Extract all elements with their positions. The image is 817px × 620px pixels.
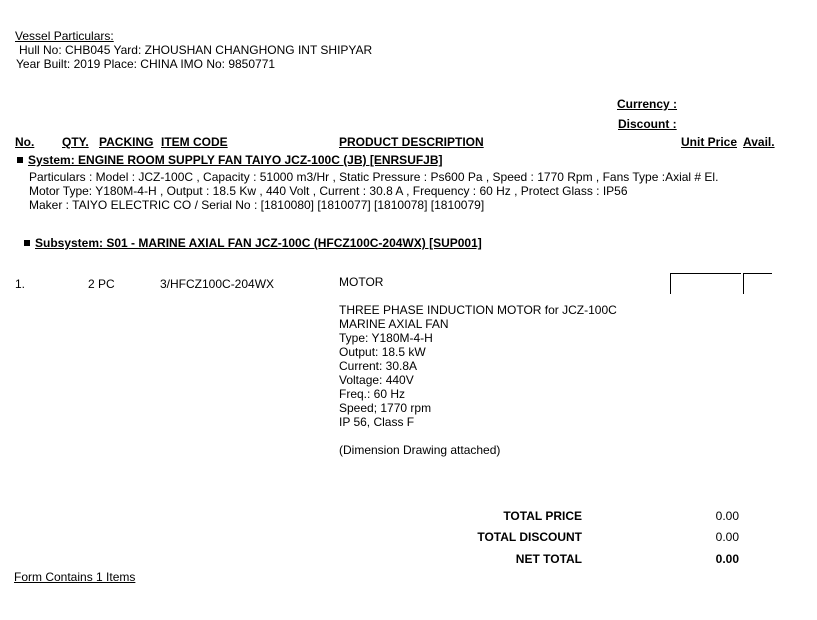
system-title: System: ENGINE ROOM SUPPLY FAN TAIYO JCZ-100C (JB) [ENRSUFJB]: [28, 153, 443, 167]
item-description-line: IP 56, Class F: [339, 415, 415, 429]
item-description-line: Current: 30.8A: [339, 359, 418, 373]
total-discount-value: 0.00: [715, 530, 739, 544]
item-description-line: Speed; 1770 rpm: [339, 401, 432, 415]
column-header-avail: Avail.: [743, 135, 775, 149]
unit-price-input-box[interactable]: [670, 273, 741, 294]
item-name: MOTOR: [339, 275, 384, 289]
system-title-row: [17, 153, 443, 167]
subsystem-title: Subsystem: S01 - MARINE AXIAL FAN JCZ-100C (HFCZ100C-204WX) [SUP001]: [35, 236, 482, 250]
item-description-line: Voltage: 440V: [339, 373, 414, 387]
subsystem-title-row: [24, 236, 482, 250]
item-description-line: Freq.: 60 Hz: [339, 387, 406, 401]
column-header-product-description: PRODUCT DESCRIPTION: [339, 135, 484, 149]
item-description-line: Type: Y180M-4-H: [339, 331, 433, 345]
system-particulars-line-1: Particulars : Model : JCZ-100C , Capacity : 51000 m3/Hr , Static Pressure : Ps600 Pa , Speed : 1770 Rpm , Fans Type :Axial # El.: [29, 170, 719, 184]
item-qty: 2 PC: [88, 277, 115, 291]
item-description-line: [339, 429, 617, 443]
bullet-icon: [17, 157, 23, 163]
currency-label: Currency :: [617, 97, 678, 111]
column-header-no: No.: [15, 135, 35, 149]
system-maker-line: Maker : TAIYO ELECTRIC CO / Serial No : [1810080] [1810077] [1810078] [1810079]: [29, 198, 485, 212]
vessel-hull-yard-line: Hull No: CHB045 Yard: ZHOUSHAN CHANGHONG INT SHIPYAR: [19, 43, 373, 57]
column-header-packing: PACKING: [99, 135, 154, 149]
column-header-item-code: ITEM CODE: [161, 135, 228, 149]
column-header-qty: QTY.: [62, 135, 89, 149]
system-particulars-line-2: Motor Type: Y180M-4-H , Output : 18.5 Kw , 440 Volt , Current : 30.8 A , Frequency : 60 Hz , Protect Glass : IP56: [29, 184, 628, 198]
bullet-icon: [24, 240, 30, 246]
vessel-year-place-line: Year Built: 2019 Place: CHINA IMO No: 9850771: [16, 57, 276, 71]
avail-input-box[interactable]: [743, 273, 772, 294]
net-total-label: NET TOTAL: [515, 552, 582, 566]
item-no: 1.: [15, 277, 26, 291]
vessel-particulars-heading: Vessel Particulars:: [15, 29, 114, 43]
total-price-value: 0.00: [715, 509, 739, 523]
item-description-line: MARINE AXIAL FAN: [339, 317, 449, 331]
discount-label: Discount :: [618, 117, 677, 131]
total-discount-label: TOTAL DISCOUNT: [477, 530, 582, 544]
item-description-line: THREE PHASE INDUCTION MOTOR for JCZ-100C: [339, 303, 617, 317]
total-price-label: TOTAL PRICE: [503, 509, 582, 523]
form-item-count: Form Contains 1 Items: [14, 570, 136, 584]
item-description-line: Output: 18.5 kW: [339, 345, 426, 359]
item-description-line: (Dimension Drawing attached): [339, 443, 501, 457]
item-code: 3/HFCZ100C-204WX: [160, 277, 275, 291]
net-total-value: 0.00: [715, 552, 739, 566]
column-header-unit-price: Unit Price: [681, 135, 738, 149]
item-description: [339, 303, 617, 457]
